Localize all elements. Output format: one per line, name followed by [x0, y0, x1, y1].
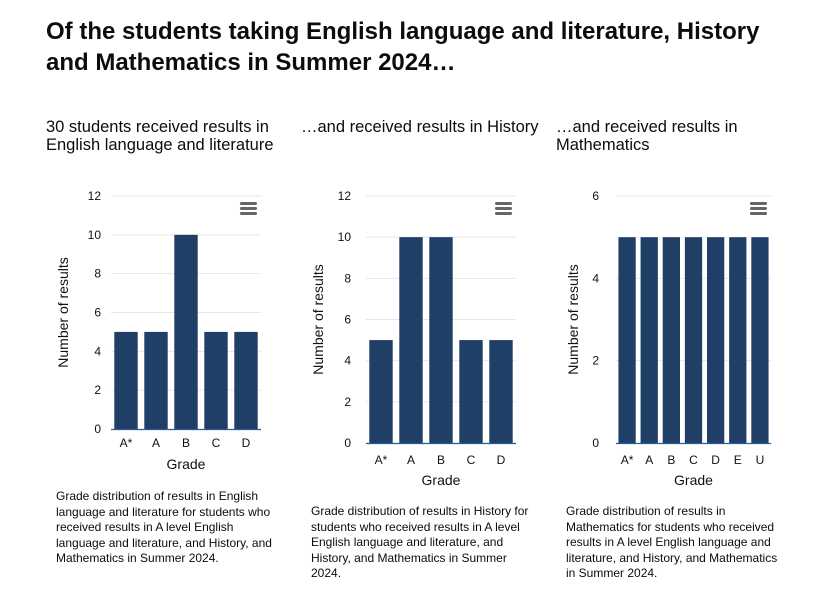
hamburger-menu-icon[interactable] — [491, 198, 515, 220]
menu-icon-bar — [495, 212, 512, 215]
x-tick-label: C — [466, 453, 476, 467]
bar-b — [429, 237, 452, 443]
y-tick-label: 6 — [344, 312, 351, 327]
chart-panel-history — [301, 118, 556, 588]
x-tick-label: D — [711, 453, 720, 467]
x-tick-label: D — [496, 453, 506, 467]
menu-icon-bar — [750, 212, 767, 215]
y-tick-label: 12 — [87, 189, 101, 203]
bar-c — [685, 237, 702, 443]
page-title: Of the students taking English language and literature, History and Mathematics in Summer 2024… — [46, 18, 760, 76]
bar-u — [751, 237, 768, 443]
chart-heading: …and received results in Mathematics — [556, 118, 738, 154]
x-tick-label: A* — [119, 436, 133, 450]
x-tick-label: E — [733, 453, 742, 467]
chart-panel-mathematics — [556, 118, 811, 588]
bar-a — [641, 237, 658, 443]
y-axis-title: Number of results — [565, 264, 581, 375]
menu-icon-bar — [240, 202, 257, 205]
x-tick-label: B — [667, 453, 676, 467]
hamburger-menu-icon[interactable] — [236, 198, 260, 220]
bar-b — [663, 237, 680, 443]
chart-heading: 30 students received results in English language and literature — [46, 118, 274, 154]
bar-d — [489, 340, 512, 443]
y-tick-label: 4 — [94, 344, 101, 359]
y-axis-title: Number of results — [310, 264, 326, 375]
y-tick-label: 10 — [87, 227, 101, 242]
x-axis-title: Grade — [421, 472, 461, 488]
x-tick-label: B — [436, 453, 446, 467]
y-tick-label: 0 — [592, 436, 599, 450]
chart-caption: Grade distribution of results in Mathematics for students who received results in A level English language and literature, and History, and Mathematics in Summer 2024. — [566, 504, 778, 580]
chart-panel-english — [46, 118, 301, 588]
x-tick-label: U — [755, 453, 765, 467]
y-tick-label: 10 — [337, 230, 351, 245]
bar-d — [707, 237, 724, 443]
bar-c — [204, 332, 227, 429]
chart-caption: Grade distribution of results in History for students who received results in A level English language and literature, and History, and Mathematics in Summer 2024. — [311, 504, 529, 580]
bar-e — [729, 237, 746, 443]
bar-a — [399, 237, 422, 443]
menu-icon-bar — [240, 212, 257, 215]
y-tick-label: 0 — [94, 422, 101, 436]
y-tick-label: 2 — [94, 383, 101, 398]
x-axis-title: Grade — [166, 456, 206, 472]
chart-heading: …and received results in History — [301, 118, 539, 136]
y-tick-label: 4 — [344, 353, 351, 368]
y-tick-label: 6 — [94, 305, 101, 320]
menu-icon-bar — [495, 202, 512, 205]
bar-b — [174, 235, 197, 429]
x-tick-label: A — [151, 436, 161, 450]
bar-a — [144, 332, 167, 429]
y-tick-label: 0 — [344, 436, 351, 450]
x-axis-title: Grade — [674, 472, 713, 488]
x-tick-label: A* — [620, 453, 634, 467]
y-tick-label: 12 — [337, 189, 351, 203]
y-tick-label: 6 — [592, 189, 599, 203]
menu-icon-bar — [750, 207, 767, 210]
bar-c — [459, 340, 482, 443]
y-tick-label: 4 — [592, 271, 599, 286]
chart-caption: Grade distribution of results in English language and literature for students who received results in A level English language and literature, and History, and Mathematics in Summer 2024. — [56, 489, 272, 565]
y-tick-label: 8 — [94, 266, 101, 281]
x-tick-label: D — [241, 436, 251, 450]
bar-astar — [114, 332, 137, 429]
bar-astar — [369, 340, 392, 443]
y-axis-title: Number of results — [55, 257, 71, 368]
y-tick-label: 2 — [592, 353, 599, 368]
x-tick-label: B — [181, 436, 191, 450]
bar-chart-mathematics — [556, 118, 811, 498]
menu-icon-bar — [750, 202, 767, 205]
bar-chart-english — [46, 118, 301, 478]
y-tick-label: 8 — [344, 271, 351, 286]
hamburger-menu-icon[interactable] — [746, 198, 770, 220]
x-tick-label: C — [211, 436, 221, 450]
bar-chart-history — [301, 118, 556, 498]
x-tick-label: A* — [374, 453, 388, 467]
menu-icon-bar — [240, 207, 257, 210]
y-tick-label: 2 — [344, 394, 351, 409]
bar-astar — [618, 237, 635, 443]
bar-d — [234, 332, 257, 429]
x-tick-label: A — [645, 453, 654, 467]
menu-icon-bar — [495, 207, 512, 210]
x-tick-label: C — [689, 453, 698, 467]
x-tick-label: A — [406, 453, 416, 467]
